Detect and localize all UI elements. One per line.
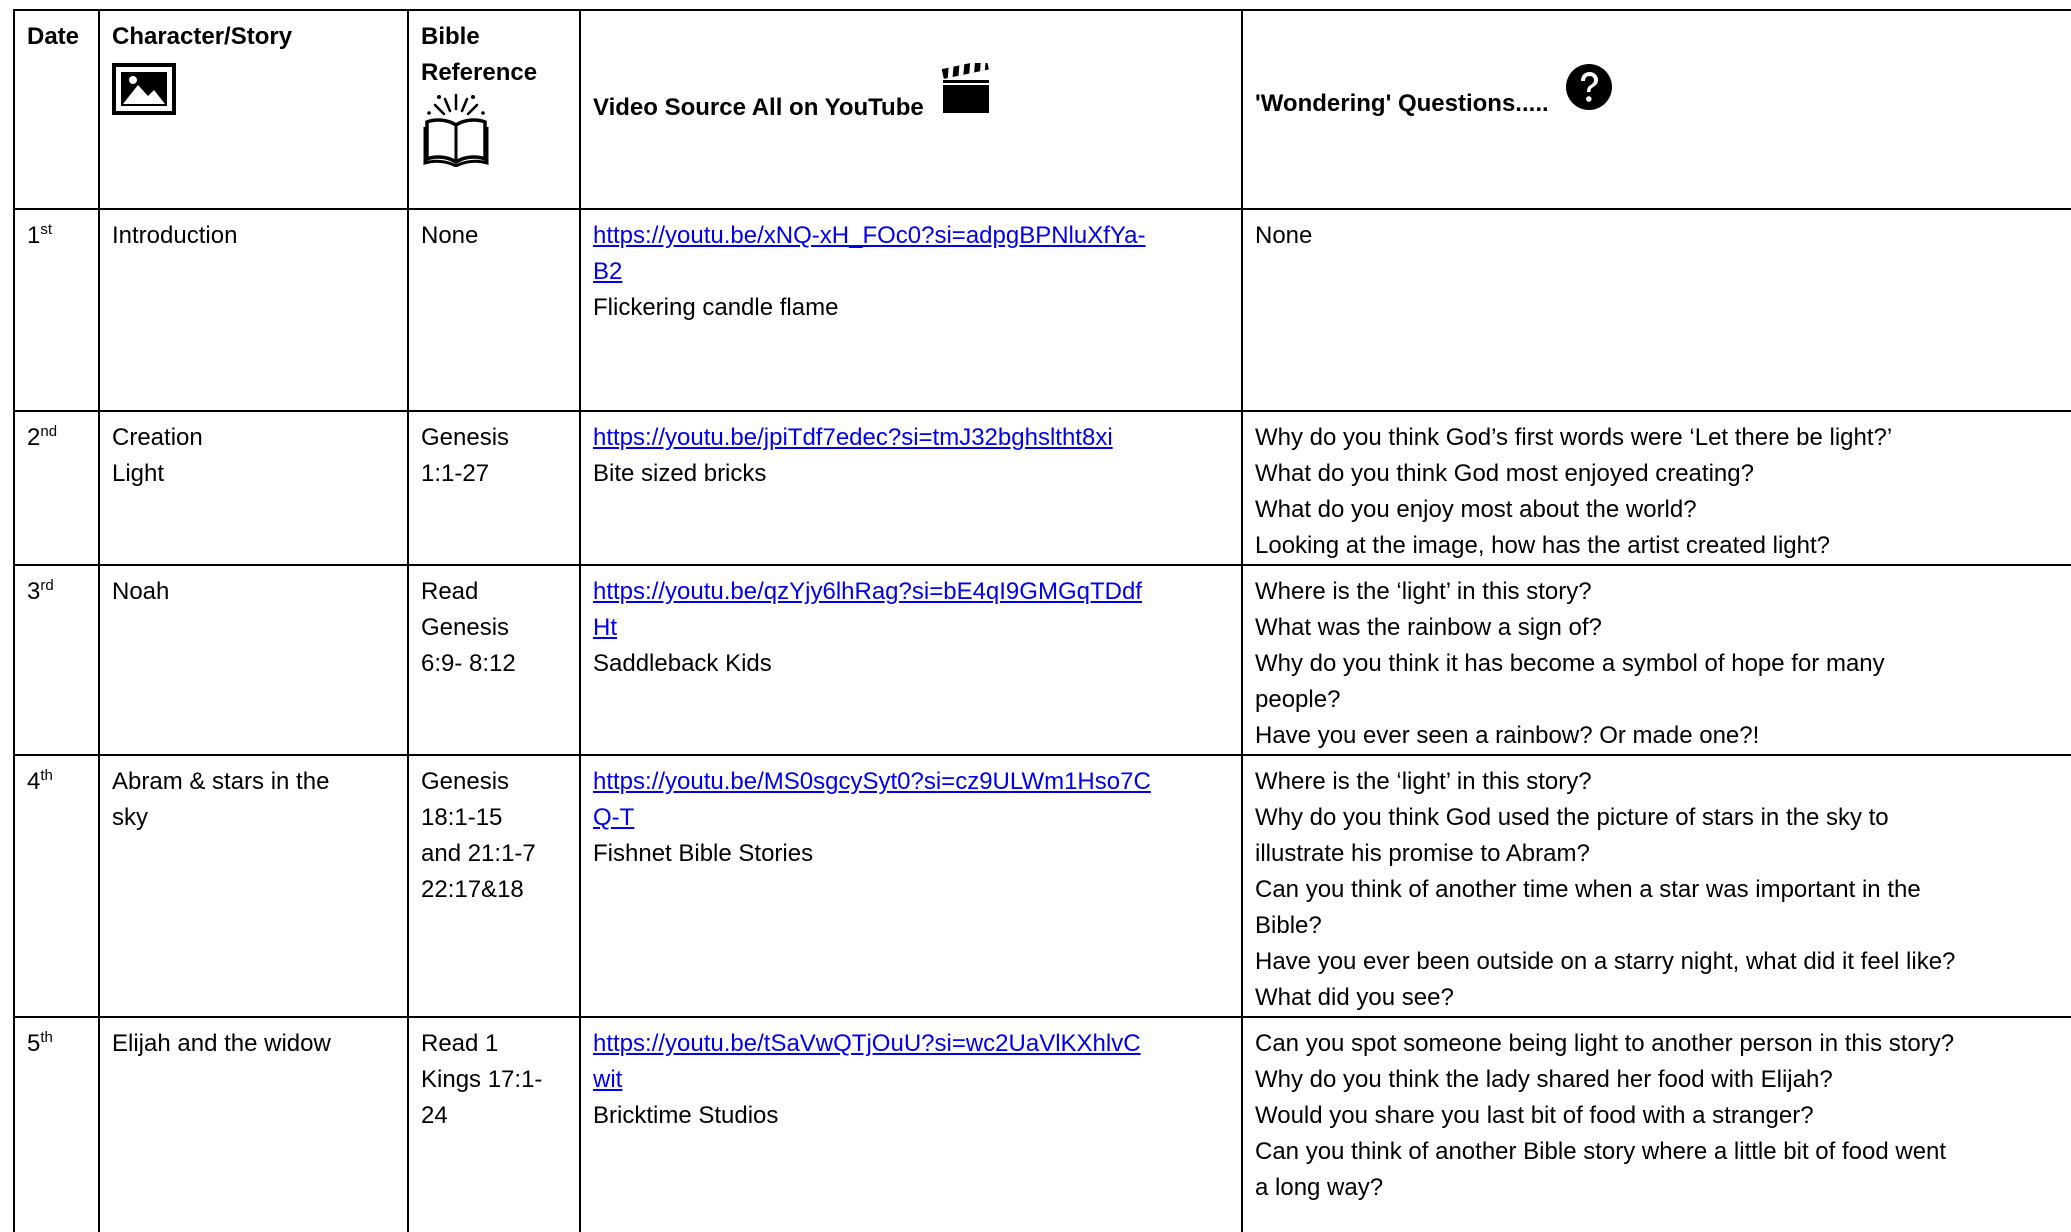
questions-cell: Where is the ‘light’ in this story? What was the rainbow a sign of? Why do you think it has become a symbol of hope for many people? Have you ever seen a rainbow? Or made one?!	[1242, 565, 2071, 755]
story-cell: Creation Light	[99, 411, 408, 565]
video-cell	[580, 209, 1242, 411]
reference-cell: Genesis 1:1-27	[408, 411, 580, 565]
questions-cell: Why do you think God’s first words were ‘Let there be light?’ What do you think God most enjoyed creating? What do you enjoy most about the world? Looking at the image, how has the artist created light?	[1242, 411, 2071, 565]
questions-cell: Where is the ‘light’ in this story? Why do you think God used the picture of stars in the sky to illustrate his promise to Abram? Can you think of another time when a star was important in the Bible? Have you ever been outside on a starry night, what did it feel like? What did you see?	[1242, 755, 2071, 1017]
date-cell: 3rd	[14, 565, 99, 755]
video-cell	[580, 411, 1242, 565]
image-icon	[112, 63, 395, 126]
table-row	[14, 1017, 2071, 1232]
video-source-name: Flickering candle flame	[593, 294, 839, 321]
video-link-continued[interactable]: Ht	[593, 614, 617, 641]
reference-cell: None	[408, 209, 580, 411]
video-cell	[580, 565, 1242, 755]
story-cell: Introduction	[99, 209, 408, 411]
video-link[interactable]: https://youtu.be/xNQ-xH_FOc0?si=adpgBPNluXfYa-	[593, 222, 1146, 249]
date-cell: 2nd	[14, 411, 99, 565]
video-link-continued[interactable]: B2	[593, 258, 623, 285]
video-source-name: Bricktime Studios	[593, 1102, 779, 1129]
date-cell: 1st	[14, 209, 99, 411]
story-cell: Elijah and the widow	[99, 1017, 408, 1232]
header-bible-reference	[408, 10, 580, 209]
lesson-plan-table	[13, 9, 2071, 1232]
table-row	[14, 209, 2071, 411]
video-source-name: Bite sized bricks	[593, 460, 767, 487]
header-video-source-label: Video Source All on YouTube	[593, 94, 924, 121]
video-link-continued[interactable]: wit	[593, 1066, 623, 1093]
video-source-name: Saddleback Kids	[593, 650, 772, 677]
questions-cell: Can you spot someone being light to another person in this story? Why do you think the lady shared her food with Elijah? Would you share you last bit of food with a stranger? Can you think of another Bible story where a little bit of food went a long way?	[1242, 1017, 2071, 1232]
clapperboard-icon	[940, 63, 992, 126]
header-wondering-questions-label: 'Wondering' Questions.....	[1255, 90, 1549, 117]
video-cell	[580, 755, 1242, 1017]
header-date	[14, 10, 99, 209]
header-row	[14, 10, 2071, 209]
header-story	[99, 10, 408, 209]
questions-cell: None	[1242, 209, 2071, 411]
reference-cell: Genesis 18:1-15 and 21:1-7 22:17&18	[408, 755, 580, 1017]
video-link[interactable]: https://youtu.be/jpiTdf7edec?si=tmJ32bghsltht8xi	[593, 424, 1113, 451]
question-mark-circle-icon	[1565, 63, 1613, 122]
table-row	[14, 411, 2071, 565]
header-bible-reference-line1: Bible	[421, 23, 480, 50]
header-story-label: Character/Story	[112, 23, 293, 50]
table-row	[14, 565, 2071, 755]
reference-cell: Read 1 Kings 17:1- 24	[408, 1017, 580, 1232]
header-bible-reference-line2: Reference	[421, 59, 538, 86]
video-source-name: Fishnet Bible Stories	[593, 840, 814, 867]
reference-cell: Read Genesis 6:9- 8:12	[408, 565, 580, 755]
video-link[interactable]: https://youtu.be/qzYjy6lhRag?si=bE4qI9GMGqTDdf	[593, 578, 1142, 605]
date-cell: 4th	[14, 755, 99, 1017]
header-date-label: Date	[27, 23, 80, 50]
video-link[interactable]: https://youtu.be/tSaVwQTjOuU?si=wc2UaVlKXhlvC	[593, 1030, 1141, 1057]
open-bible-icon	[421, 91, 567, 178]
video-link[interactable]: https://youtu.be/MS0sgcySyt0?si=cz9ULWm1Hso7C	[593, 768, 1151, 795]
header-wondering-questions	[1242, 10, 2071, 209]
table-row	[14, 755, 2071, 1017]
story-cell: Noah	[99, 565, 408, 755]
video-cell	[580, 1017, 1242, 1232]
header-video-source	[580, 10, 1242, 209]
story-cell: Abram & stars in the sky	[99, 755, 408, 1017]
video-link-continued[interactable]: Q-T	[593, 804, 635, 831]
date-cell: 5th	[14, 1017, 99, 1232]
